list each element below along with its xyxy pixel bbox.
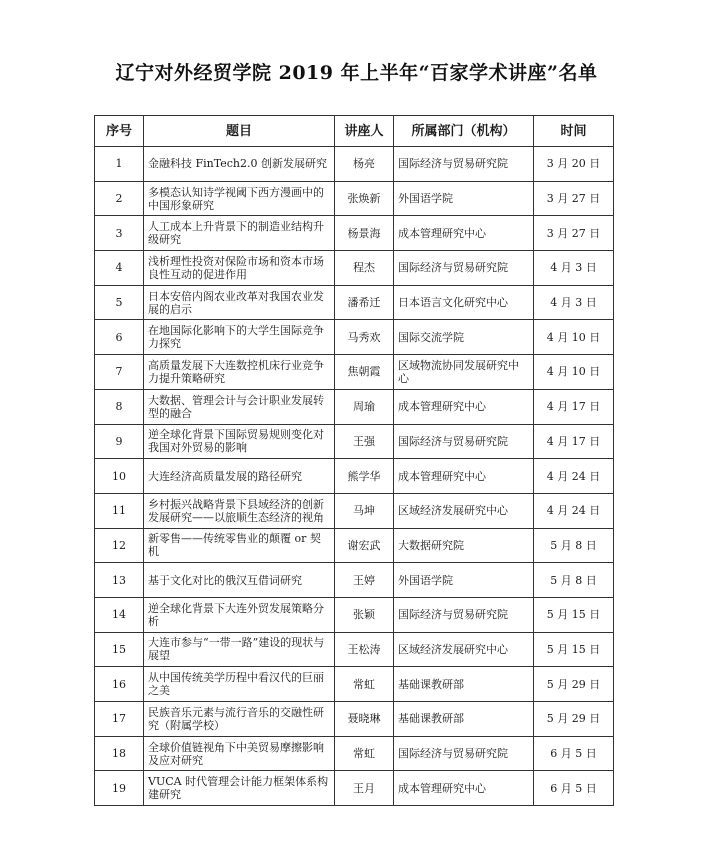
header-dept: 所属部门（机构） xyxy=(394,116,534,147)
speaker-name: 周瑜 xyxy=(335,389,394,424)
lecture-date: 5 月 15 日 xyxy=(534,597,614,632)
lecture-date: 3 月 20 日 xyxy=(534,147,614,182)
department: 国际经济与贸易研究院 xyxy=(394,736,534,771)
lecture-date: 5 月 8 日 xyxy=(534,528,614,563)
lecture-topic: 金融科技 FinTech2.0 创新发展研究 xyxy=(144,147,335,182)
table-row xyxy=(95,528,614,563)
lecture-topic: 大连经济高质量发展的路径研究 xyxy=(144,459,335,494)
row-number: 14 xyxy=(95,597,144,632)
lecture-topic: 高质量发展下大连数控机床行业竞争力提升策略研究 xyxy=(144,355,335,390)
department: 区域物流协同发展研究中心 xyxy=(394,355,534,390)
speaker-name: 张颖 xyxy=(335,597,394,632)
lecture-date: 4 月 17 日 xyxy=(534,424,614,459)
table-header-row xyxy=(95,116,614,147)
row-number: 13 xyxy=(95,563,144,598)
speaker-name: 熊学华 xyxy=(335,459,394,494)
speaker-name: 王婷 xyxy=(335,563,394,598)
lecture-topic: 大数据、管理会计与会计职业发展转型的融合 xyxy=(144,389,335,424)
table-row xyxy=(95,771,614,806)
lecture-topic: 日本安倍内阁农业改革对我国农业发展的启示 xyxy=(144,285,335,320)
lecture-date: 4 月 10 日 xyxy=(534,355,614,390)
row-number: 12 xyxy=(95,528,144,563)
lecture-date: 6 月 5 日 xyxy=(534,736,614,771)
speaker-name: 杨景海 xyxy=(335,216,394,251)
table-row xyxy=(95,285,614,320)
lecture-topic: 全球价值链视角下中美贸易摩擦影响及应对研究 xyxy=(144,736,335,771)
department: 国际经济与贸易研究院 xyxy=(394,251,534,286)
department: 国际交流学院 xyxy=(394,320,534,355)
department: 基础课教研部 xyxy=(394,667,534,702)
lecture-date: 5 月 15 日 xyxy=(534,632,614,667)
row-number: 2 xyxy=(95,181,144,216)
table-row xyxy=(95,216,614,251)
row-number: 16 xyxy=(95,667,144,702)
speaker-name: 王月 xyxy=(335,771,394,806)
table-body xyxy=(95,147,614,806)
lecture-date: 5 月 29 日 xyxy=(534,702,614,737)
table-row xyxy=(95,424,614,459)
lecture-date: 3 月 27 日 xyxy=(534,216,614,251)
lecture-topic: 在地国际化影响下的大学生国际竞争力探究 xyxy=(144,320,335,355)
lecture-date: 4 月 24 日 xyxy=(534,493,614,528)
table-row xyxy=(95,493,614,528)
table-row xyxy=(95,736,614,771)
speaker-name: 马秀欢 xyxy=(335,320,394,355)
lecture-date: 5 月 8 日 xyxy=(534,563,614,598)
row-number: 8 xyxy=(95,389,144,424)
row-number: 17 xyxy=(95,702,144,737)
speaker-name: 杨亮 xyxy=(335,147,394,182)
department: 外国语学院 xyxy=(394,181,534,216)
header-topic: 题目 xyxy=(144,116,335,147)
row-number: 15 xyxy=(95,632,144,667)
lecture-date: 4 月 10 日 xyxy=(534,320,614,355)
speaker-name: 张焕新 xyxy=(335,181,394,216)
lecture-topic: 多模态认知诗学视阈下西方漫画中的中国形象研究 xyxy=(144,181,335,216)
lecture-topic: 基于文化对比的俄汉互借词研究 xyxy=(144,563,335,598)
lecture-topic: 新零售——传统零售业的颠覆 or 契机 xyxy=(144,528,335,563)
row-number: 1 xyxy=(95,147,144,182)
table-row xyxy=(95,459,614,494)
table-row xyxy=(95,702,614,737)
row-number: 3 xyxy=(95,216,144,251)
row-number: 19 xyxy=(95,771,144,806)
table-row xyxy=(95,389,614,424)
row-number: 7 xyxy=(95,355,144,390)
document-title: 辽宁对外经贸学院 2019 年上半年“百家学术讲座”名单 xyxy=(115,62,598,84)
department: 外国语学院 xyxy=(394,563,534,598)
lecture-topic: 浅析理性投资对保险市场和资本市场良性互动的促进作用 xyxy=(144,251,335,286)
lecture-date: 6 月 5 日 xyxy=(534,771,614,806)
row-number: 5 xyxy=(95,285,144,320)
department: 国际经济与贸易研究院 xyxy=(394,147,534,182)
table-row xyxy=(95,251,614,286)
department: 成本管理研究中心 xyxy=(394,216,534,251)
speaker-name: 聂晓琳 xyxy=(335,702,394,737)
row-number: 4 xyxy=(95,251,144,286)
department: 成本管理研究中心 xyxy=(394,459,534,494)
lecture-table xyxy=(94,115,614,806)
header-time: 时间 xyxy=(534,116,614,147)
table-row xyxy=(95,667,614,702)
table-row xyxy=(95,563,614,598)
lecture-topic: 乡村振兴战略背景下县域经济的创新发展研究——以旅顺生态经济的视角 xyxy=(144,493,335,528)
speaker-name: 焦朝霞 xyxy=(335,355,394,390)
lecture-topic: 逆全球化背景下国际贸易规则变化对我国对外贸易的影响 xyxy=(144,424,335,459)
department: 日本语言文化研究中心 xyxy=(394,285,534,320)
speaker-name: 常虹 xyxy=(335,667,394,702)
table-row xyxy=(95,632,614,667)
department: 国际经济与贸易研究院 xyxy=(394,597,534,632)
speaker-name: 常虹 xyxy=(335,736,394,771)
speaker-name: 程杰 xyxy=(335,251,394,286)
row-number: 10 xyxy=(95,459,144,494)
lecture-date: 5 月 29 日 xyxy=(534,667,614,702)
lecture-date: 4 月 3 日 xyxy=(534,285,614,320)
department: 成本管理研究中心 xyxy=(394,389,534,424)
lecture-date: 3 月 27 日 xyxy=(534,181,614,216)
lecture-topic: 从中国传统美学历程中看汉代的巨丽之美 xyxy=(144,667,335,702)
lecture-topic: 人工成本上升背景下的制造业结构升级研究 xyxy=(144,216,335,251)
lecture-date: 4 月 3 日 xyxy=(534,251,614,286)
department: 区域经济发展研究中心 xyxy=(394,493,534,528)
speaker-name: 王强 xyxy=(335,424,394,459)
header-speaker: 讲座人 xyxy=(335,116,394,147)
speaker-name: 马坤 xyxy=(335,493,394,528)
department: 区域经济发展研究中心 xyxy=(394,632,534,667)
speaker-name: 潘希迁 xyxy=(335,285,394,320)
lecture-date: 4 月 17 日 xyxy=(534,389,614,424)
department: 大数据研究院 xyxy=(394,528,534,563)
department: 国际经济与贸易研究院 xyxy=(394,424,534,459)
department: 成本管理研究中心 xyxy=(394,771,534,806)
header-num: 序号 xyxy=(95,116,144,147)
table-row xyxy=(95,320,614,355)
department: 基础课教研部 xyxy=(394,702,534,737)
table-row xyxy=(95,181,614,216)
table-row xyxy=(95,597,614,632)
lecture-date: 4 月 24 日 xyxy=(534,459,614,494)
table-row xyxy=(95,147,614,182)
row-number: 11 xyxy=(95,493,144,528)
lecture-topic: 逆全球化背景下大连外贸发展策略分析 xyxy=(144,597,335,632)
lecture-topic: 民族音乐元素与流行音乐的交融性研究（附属学校） xyxy=(144,702,335,737)
lecture-topic: 大连市参与“一带一路”建设的现状与展望 xyxy=(144,632,335,667)
row-number: 18 xyxy=(95,736,144,771)
row-number: 6 xyxy=(95,320,144,355)
speaker-name: 谢宏武 xyxy=(335,528,394,563)
table-row xyxy=(95,355,614,390)
speaker-name: 王松涛 xyxy=(335,632,394,667)
row-number: 9 xyxy=(95,424,144,459)
lecture-topic: VUCA 时代管理会计能力框架体系构建研究 xyxy=(144,771,335,806)
